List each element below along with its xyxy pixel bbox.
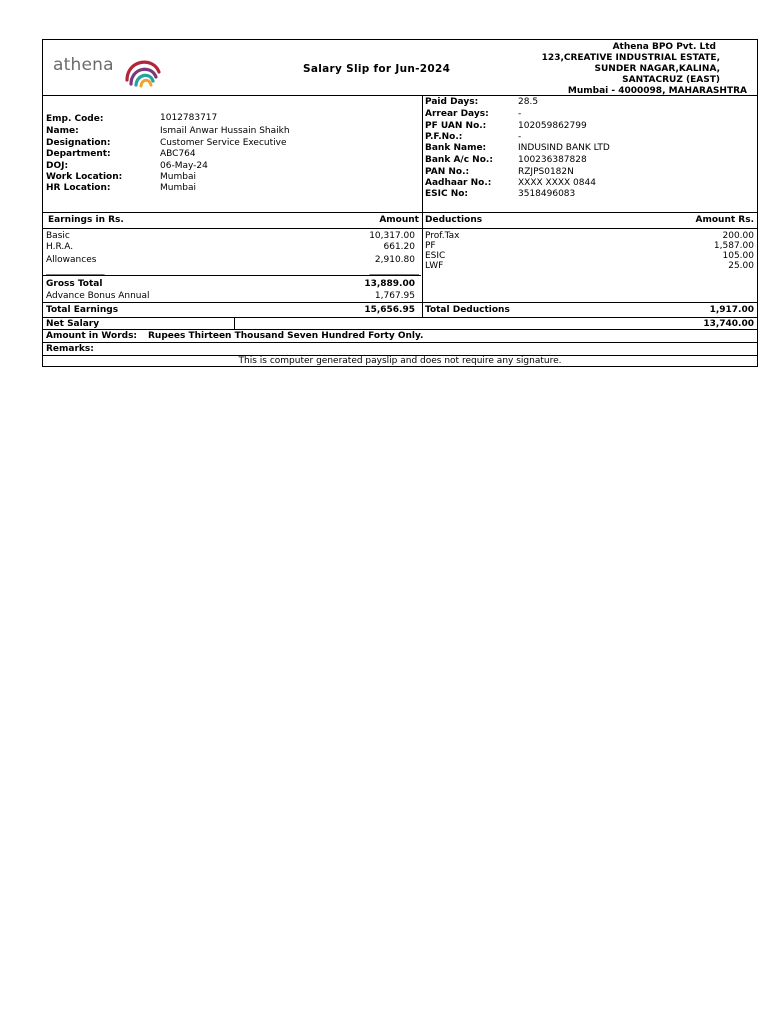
company-logo-icon — [123, 50, 163, 88]
company-name: Athena BPO Pvt. Ltd — [612, 42, 716, 52]
designation-label: Designation: — [46, 138, 111, 148]
total-deductions-label: Total Deductions — [425, 305, 510, 315]
total-deductions-amount: 1,917.00 — [709, 305, 754, 315]
pf-uan-value: 102059862799 — [518, 121, 587, 131]
divider — [234, 317, 235, 329]
deduction-label: Prof.Tax — [425, 231, 460, 241]
deduction-amount: 1,587.00 — [713, 241, 754, 251]
earning-label: Basic — [46, 231, 70, 241]
gross-total-amount: 13,889.00 — [364, 279, 415, 289]
gross-total-label: Gross Total — [46, 279, 103, 289]
esic-label: ESIC No: — [425, 189, 469, 199]
aadhaar-label: Aadhaar No.: — [425, 178, 492, 188]
name-label: Name: — [46, 126, 79, 136]
pf-uan-label: PF UAN No.: — [425, 121, 487, 131]
deductions-header: Deductions — [425, 215, 483, 225]
company-logo-text: athena — [53, 55, 114, 75]
divider — [43, 275, 421, 276]
hr-location-label: HR Location: — [46, 183, 111, 193]
pan-label: PAN No.: — [425, 167, 470, 177]
salary-slip — [42, 39, 758, 367]
amount-in-words-label: Amount in Words: — [46, 331, 138, 341]
hr-location-value: Mumbai — [160, 183, 196, 193]
bonus-label: Advance Bonus Annual — [46, 291, 150, 301]
earnings-header: Earnings in Rs. — [48, 215, 124, 225]
deduction-amount: 105.00 — [722, 251, 754, 261]
emp-code-value: 1012783717 — [160, 113, 218, 123]
paid-days-label: Paid Days: — [425, 97, 479, 107]
divider — [43, 212, 757, 213]
divider — [43, 342, 757, 343]
department-value: ABC764 — [160, 149, 196, 159]
divider — [43, 95, 757, 96]
deduction-label: PF — [425, 241, 436, 251]
bonus-amount: 1,767.95 — [374, 291, 415, 301]
pan-value: RZJPS0182N — [518, 167, 574, 177]
divider — [43, 329, 757, 330]
divider — [43, 317, 757, 318]
bank-name-label: Bank Name: — [425, 143, 487, 153]
earning-label: Allowances — [46, 255, 97, 265]
earning-amount: 661.20 — [383, 242, 415, 252]
earning-amount: 2,910.80 — [374, 255, 415, 265]
pf-no-label: P.F.No.: — [425, 132, 463, 142]
name-value: Ismail Anwar Hussain Shaikh — [160, 126, 290, 136]
footer-note: This is computer generated payslip and does not require any signature. — [238, 356, 562, 366]
earning-label: H.R.A. — [46, 242, 74, 252]
bank-account-value: 100236387828 — [518, 155, 587, 165]
bank-name-value: INDUSIND BANK LTD — [518, 143, 610, 153]
company-address — [542, 42, 747, 97]
deduction-label: ESIC — [425, 251, 446, 261]
department-label: Department: — [46, 149, 111, 159]
esic-value: 3518496083 — [518, 189, 576, 199]
earning-amount: 10,317.00 — [369, 231, 415, 241]
divider — [43, 302, 757, 303]
deduction-amount: 200.00 — [722, 231, 754, 241]
divider — [43, 228, 757, 229]
company-address-line3: SANTACRUZ (EAST) — [622, 75, 720, 85]
company-address-line1: 123,CREATIVE INDUSTRIAL ESTATE, — [541, 53, 720, 63]
total-earnings-amount: 15,656.95 — [364, 305, 415, 315]
deductions-amount-header: Amount Rs. — [695, 215, 754, 225]
arrear-days-label: Arrear Days: — [425, 109, 489, 119]
company-address-line2: SUNDER NAGAR,KALINA, — [594, 64, 720, 74]
underline-rule: ___________ — [369, 266, 419, 276]
bank-account-label: Bank A/c No.: — [425, 155, 493, 165]
aadhaar-value: XXXX XXXX 0844 — [518, 178, 596, 188]
designation-value: Customer Service Executive — [160, 138, 287, 148]
net-salary-amount: 13,740.00 — [703, 319, 754, 329]
work-location-label: Work Location: — [46, 172, 123, 182]
deduction-label: LWF — [425, 261, 444, 271]
work-location-value: Mumbai — [160, 172, 196, 182]
doj-label: DOJ: — [46, 161, 69, 171]
doj-value: 06-May-24 — [160, 161, 208, 171]
deduction-amount: 25.00 — [728, 261, 754, 271]
pf-no-value: - — [518, 132, 522, 142]
underline-rule: _____________ — [46, 266, 105, 276]
company-address-line4: Mumbai - 4000098, MAHARASHTRA — [567, 86, 747, 96]
slip-title: Salary Slip for Jun-2024 — [303, 63, 451, 75]
total-earnings-label: Total Earnings — [46, 305, 119, 315]
remarks-label: Remarks: — [46, 344, 94, 354]
paid-days-value: 28.5 — [518, 97, 539, 107]
divider — [422, 95, 423, 212]
amount-in-words-value: Rupees Thirteen Thousand Seven Hundred Forty Only. — [148, 331, 424, 341]
arrear-days-value: - — [518, 109, 522, 119]
net-salary-label: Net Salary — [46, 319, 100, 329]
earnings-amount-header: Amount — [379, 215, 419, 225]
emp-code-label: Emp. Code: — [46, 114, 104, 124]
